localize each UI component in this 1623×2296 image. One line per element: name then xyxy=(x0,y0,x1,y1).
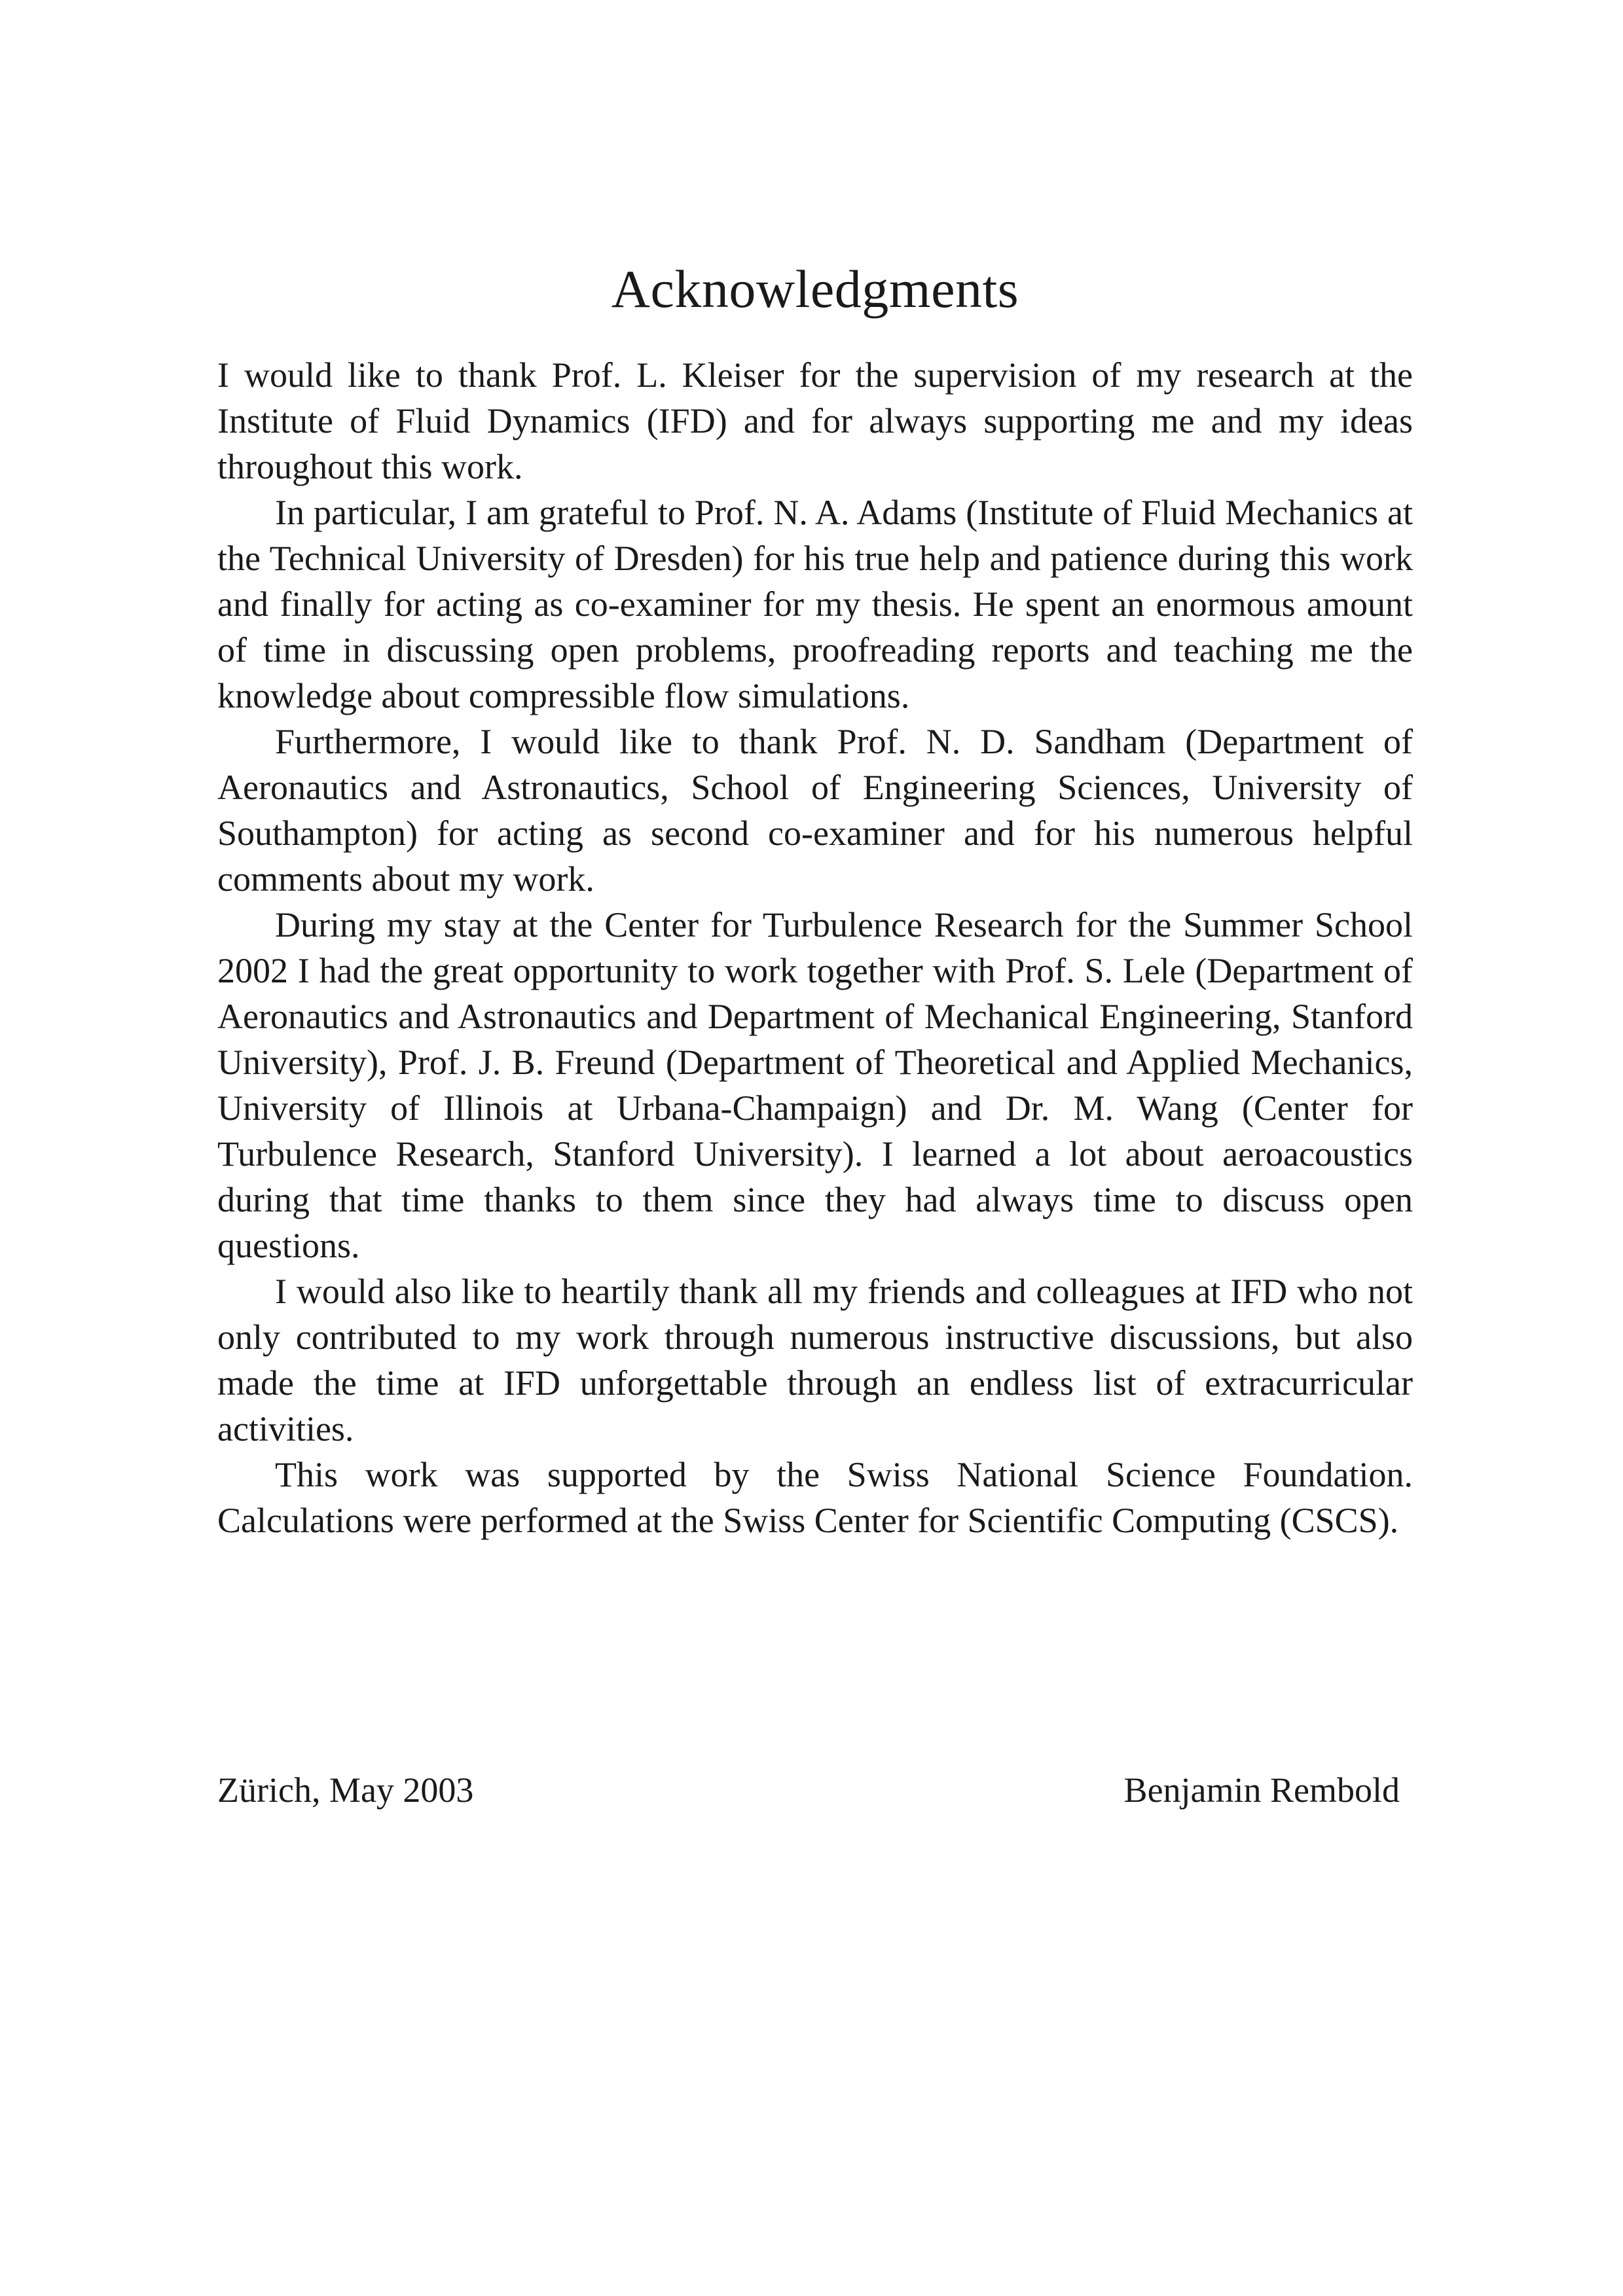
paragraph-supervision: I would like to thank Prof. L. Kleiser for the supervision of my research at the Institute of Fluid Dynamics (IFD) and for always supporting me and my ideas throughout this work. xyxy=(217,355,1413,486)
paragraph-funding: This work was supported by the Swiss National Science Foundation. Calculations were performed at the Swiss Center for Scientific Computing (CSCS). xyxy=(217,1455,1413,1540)
paragraph-adams: In particular, I am grateful to Prof. N. A. Adams (Institute of Fluid Mechanics at the Technical University of Dresden) for his true help and patience during this work and finally for acting as co-examiner for my thesis. He spent an enormous amount of time in discussing open problems, proofreading reports and teaching me the knowledge about compressible flow simulations. xyxy=(217,493,1413,715)
page-title: Acknowledgments xyxy=(611,259,1019,319)
paragraph-friends-colleagues: I would also like to heartily thank all my friends and colleagues at IFD who not only contributed to my work through numerous instructive discussions, but also made the time at IFD unforgettable through an endless list of extracurricular activities. xyxy=(217,1272,1413,1448)
acknowledgments-body xyxy=(217,352,1413,1543)
place-date: Zürich, May 2003 xyxy=(217,1770,474,1810)
paragraph-ctr-summer-school: During my stay at the Center for Turbulence Research for the Summer School 2002 I had the great opportunity to work together with Prof. S. Lele (Department of Aeronautics and Astronautics and Department of Mechanical Engineering, Stanford University), Prof. J. B. Freund (Department of Theoretical and Applied Mechanics, University of Illinois at Urbana-Champaign) and Dr. M. Wang (Center for Turbulence Research, Stanford University). I learned a lot about aeroacoustics during that time thanks to them since they had always time to discuss open questions. xyxy=(217,905,1413,1265)
signature-block xyxy=(217,1767,1413,1813)
paragraph-sandham: Furthermore, I would like to thank Prof. N. D. Sandham (Department of Aeronautics and Astronautics, School of Engineering Sciences, University of Southampton) for acting as second co-examiner and for his numerous helpful comments about my work. xyxy=(217,722,1413,899)
author-name: Benjamin Rembold xyxy=(1123,1770,1400,1810)
